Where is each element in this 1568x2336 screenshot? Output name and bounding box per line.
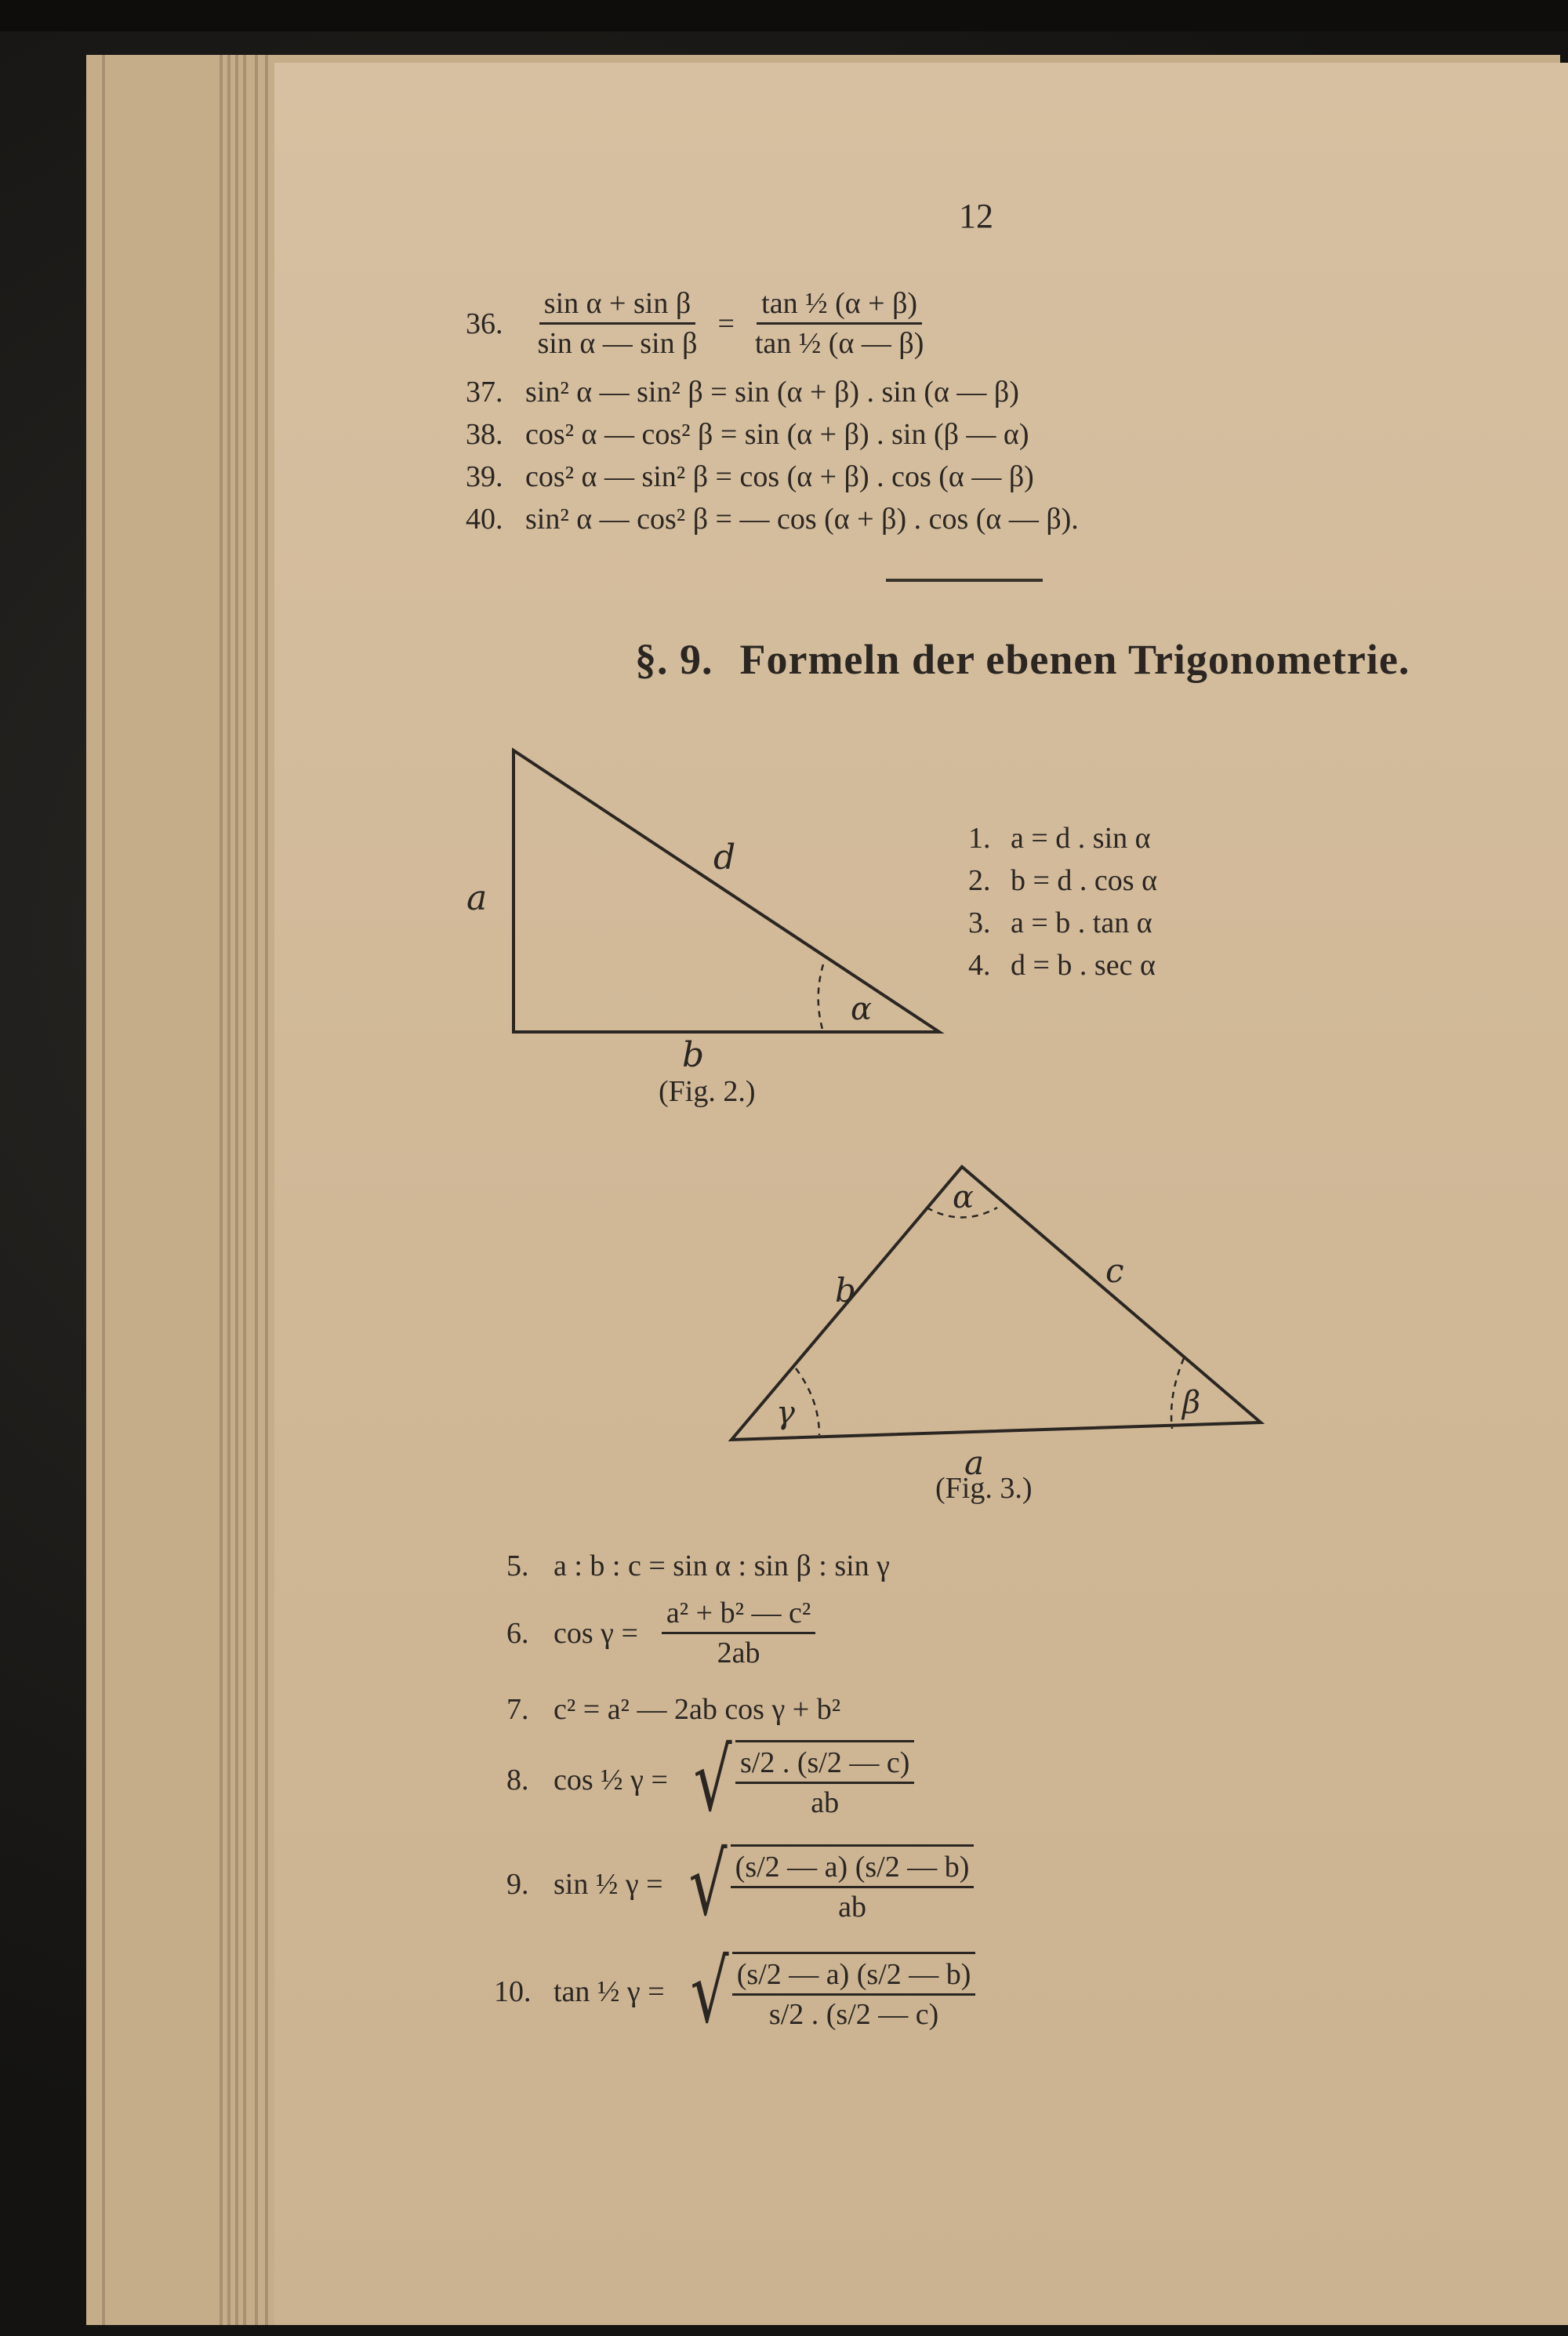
formula-lhs: sin ½ γ = <box>554 1868 663 1901</box>
fraction-numerator: (s/2 — a) (s/2 — b) <box>731 1850 975 1888</box>
formula-text: sin² α — sin² β = sin (α + β) . sin (α — β) <box>525 376 1019 409</box>
fig2-angle-arc <box>818 965 823 1032</box>
fig2-label-alpha: α <box>851 991 873 1027</box>
page-leaf-edge <box>220 55 223 2325</box>
radical-sign: √ <box>693 1730 732 1830</box>
page-leaf-edge <box>255 55 258 2325</box>
page-leaf-edge <box>227 55 230 2325</box>
formula-9 <box>506 1834 974 1935</box>
formula-number: 7. <box>506 1693 529 1726</box>
formula-number: 4. <box>968 949 991 982</box>
formula-number: 5. <box>506 1549 529 1582</box>
fig3-label-beta: β <box>1182 1385 1201 1421</box>
square-root <box>685 1730 914 1830</box>
fig2-formula-3 <box>968 906 1152 940</box>
fig3-triangle <box>731 1167 1261 1482</box>
fig3-label-a: a <box>964 1444 985 1482</box>
radical-sign: √ <box>690 1942 729 2042</box>
fraction-denominator: s/2 . (s/2 — c) <box>768 1998 939 2031</box>
fraction-denominator: tan ½ (α — β) <box>754 327 924 360</box>
formula-text: b = d . cos α <box>1011 864 1157 897</box>
fraction-denominator: ab <box>838 1891 866 1924</box>
section-number: §. 9. <box>635 636 713 683</box>
fraction-numerator: (s/2 — a) (s/2 — b) <box>732 1957 976 1996</box>
fig2-formula-1 <box>968 821 1151 856</box>
fig3-label-b: b <box>835 1271 856 1310</box>
fig2-formula-2 <box>968 863 1157 898</box>
formula-10 <box>494 1942 975 2042</box>
formula-6 <box>506 1596 815 1670</box>
fig3-caption: (Fig. 3.) <box>935 1472 1033 1505</box>
fraction-numerator: sin α + sin β <box>539 286 695 325</box>
fraction <box>732 1952 976 2032</box>
square-root <box>681 1834 975 1935</box>
formula-number: 2. <box>968 864 991 897</box>
formula-number: 1. <box>968 822 991 855</box>
fraction-denominator: 2ab <box>717 1637 760 1669</box>
book-page <box>274 63 1568 2325</box>
formula-8 <box>506 1730 914 1830</box>
page-leaf-edge <box>102 55 105 2325</box>
formula-text: d = b . sec α <box>1011 949 1156 982</box>
square-root <box>682 1942 976 2042</box>
formula-text: a : b : c = sin α : sin β : sin γ <box>554 1549 890 1582</box>
fig3-label-c: c <box>1105 1252 1124 1290</box>
fig2-label-b: b <box>682 1035 705 1075</box>
fraction <box>735 1740 914 1820</box>
formula-number: 10. <box>494 1975 532 2008</box>
formula-number: 36. <box>466 307 503 340</box>
formula-lhs: cos γ = <box>554 1616 638 1650</box>
fig2-caption: (Fig. 2.) <box>659 1075 756 1108</box>
formula-lhs: tan ½ γ = <box>554 1975 665 2008</box>
formula-number: 40. <box>466 503 503 536</box>
formula-number: 6. <box>506 1616 529 1650</box>
fraction-numerator: a² + b² — c² <box>662 1596 815 1634</box>
fraction-denominator: sin α — sin β <box>537 327 698 360</box>
fig2-formula-4 <box>968 948 1156 983</box>
fraction-denominator: ab <box>811 1786 840 1819</box>
page-number: 12 <box>959 197 993 235</box>
fig2-label-a: a <box>466 878 488 918</box>
page-leaf-edge <box>235 55 238 2325</box>
formula-text: sin² α — cos² β = — cos (α + β) . cos (α — β). <box>525 503 1079 536</box>
fraction-numerator: tan ½ (α + β) <box>757 286 922 325</box>
formula-text: c² = a² — 2ab cos γ + b² <box>554 1693 841 1726</box>
formula-text: cos² α — sin² β = cos (α + β) . cos (α — β) <box>525 460 1034 493</box>
formula-lhs: cos ½ γ = <box>554 1764 668 1797</box>
section-title: Formeln der ebenen Trigonometrie. <box>739 636 1410 683</box>
fraction <box>662 1596 815 1670</box>
fig2-label-d: d <box>713 837 736 877</box>
fig2-right-triangle <box>466 750 939 1075</box>
radical-sign: √ <box>688 1834 728 1935</box>
formula-number: 9. <box>506 1868 529 1901</box>
formula-5 <box>506 1549 890 1583</box>
formula-text: a = d . sin α <box>1011 822 1151 855</box>
fraction-numerator: s/2 . (s/2 — c) <box>735 1746 914 1784</box>
formula-7 <box>506 1692 840 1727</box>
formula-number: 8. <box>506 1764 529 1797</box>
formula-number: 39. <box>466 460 503 493</box>
formula-number: 37. <box>466 376 503 409</box>
equals-sign: = <box>717 307 735 340</box>
page-leaf-edge <box>243 55 246 2325</box>
formula-number: 38. <box>466 418 503 451</box>
fig3-angle-gamma-arc <box>796 1368 819 1435</box>
book-cover-top-edge <box>0 0 1568 31</box>
fraction <box>731 1844 975 1924</box>
formula-number: 3. <box>968 906 991 939</box>
formula-text: cos² α — cos² β = sin (α + β) . sin (β — α) <box>525 418 1029 451</box>
fig2-triangle-outline <box>514 750 939 1032</box>
page-leaf-edge <box>265 55 268 2325</box>
fig3-label-alpha: α <box>953 1179 975 1215</box>
fig3-label-gamma: γ <box>776 1395 795 1431</box>
formula-text: a = b . tan α <box>1011 906 1152 939</box>
